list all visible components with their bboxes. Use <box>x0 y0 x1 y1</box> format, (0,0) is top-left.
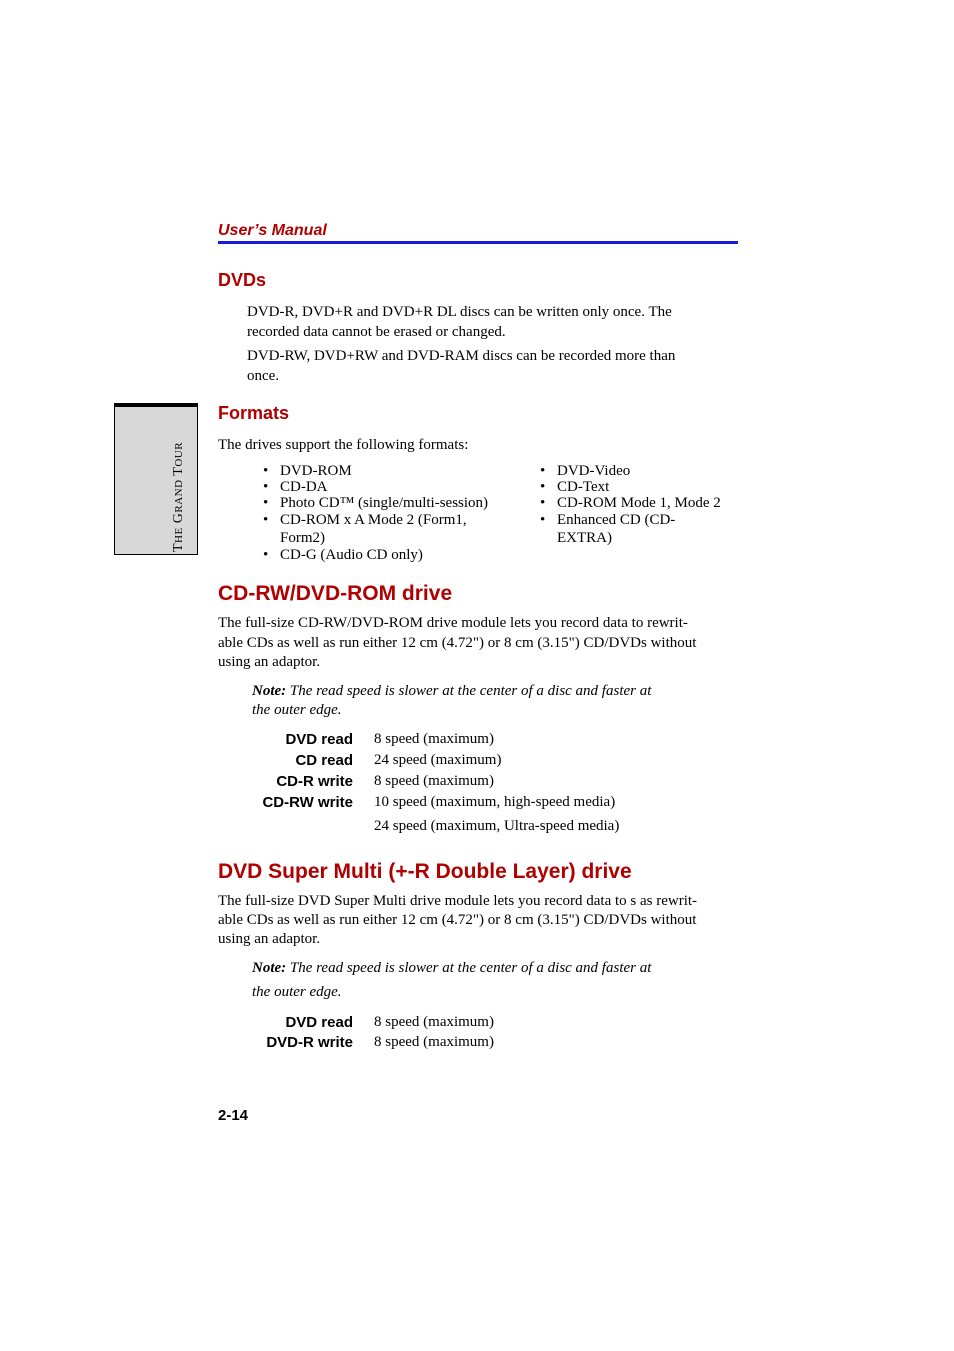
note-text: The read speed is slower at the center of a disc and faster at <box>286 683 652 699</box>
running-header: User’s Manual <box>218 222 327 239</box>
spec-label: CD-RW write <box>262 794 353 811</box>
section-heading-formats: Formats <box>218 403 290 423</box>
spec-label: DVD read <box>285 1014 353 1031</box>
format-item: • CD-G (Audio CD only) <box>263 547 513 563</box>
spec-value: 8 speed (maximum) <box>374 1034 494 1050</box>
formats-list-right <box>540 463 740 547</box>
spec-label: CD-R write <box>276 773 353 790</box>
spec-value: 10 speed (maximum, high-speed media) <box>374 794 616 810</box>
dvds-paragraph-1-line-2: recorded data cannot be erased or changed. <box>247 324 506 340</box>
formats-intro: The drives support the following formats: <box>218 437 469 453</box>
dvdsm-note <box>252 958 651 978</box>
spec-value: 8 speed (maximum) <box>374 773 494 789</box>
format-item: • DVD-ROM <box>263 463 513 479</box>
format-item: • DVD-Video <box>540 463 740 479</box>
cdrw-desc-line-2: able CDs as well as run either 12 cm (4.72") or 8 cm (3.15") CD/DVDs without <box>218 635 697 651</box>
section-heading-dvd-super-multi: DVD Super Multi (+-R Double Layer) drive <box>218 860 632 883</box>
dvdsm-note-line-2: the outer edge. <box>252 984 342 1000</box>
note-text: The read speed is slower at the center of a disc and faster at <box>286 960 652 976</box>
format-item: • CD-DA <box>263 479 513 495</box>
formats-list-left <box>263 463 513 563</box>
dvdsm-desc-line-3: using an adaptor. <box>218 931 321 947</box>
note-label: Note: <box>252 683 287 699</box>
format-item: • CD-Text <box>540 479 740 495</box>
spec-value: 24 speed (maximum) <box>374 752 502 768</box>
cdrw-note <box>252 681 651 701</box>
cdrw-note-line-2: the outer edge. <box>252 702 342 718</box>
dvds-paragraph-1-line-1: DVD-R, DVD+R and DVD+R DL discs can be written only once. The <box>247 304 672 320</box>
cdrw-desc-line-3: using an adaptor. <box>218 654 321 670</box>
dvdsm-desc-line-2: able CDs as well as run either 12 cm (4.72") or 8 cm (3.15") CD/DVDs without <box>218 912 697 928</box>
spec-value: 8 speed (maximum) <box>374 1014 494 1030</box>
spec-label: CD read <box>295 752 353 769</box>
spec-label: DVD read <box>285 731 353 748</box>
page-number: 2-14 <box>218 1107 249 1124</box>
spec-label: DVD-R write <box>266 1034 353 1051</box>
note-label: Note: <box>252 960 287 976</box>
format-item: • CD-ROM Mode 1, Mode 2 <box>540 495 740 511</box>
dvdsm-desc-line-1: The full-size DVD Super Multi drive module lets you record data to s as rewrit- <box>218 893 698 909</box>
section-heading-dvds: DVDs <box>218 270 267 290</box>
spec-value-extra: 24 speed (maximum, Ultra-speed media) <box>374 818 620 834</box>
dvds-paragraph-2-line-1: DVD-RW, DVD+RW and DVD-RAM discs can be recorded more than <box>247 348 676 364</box>
header-rule <box>218 241 738 244</box>
spec-value: 8 speed (maximum) <box>374 731 494 747</box>
chapter-tab-label: THE GRAND TOUR <box>171 441 186 552</box>
dvds-paragraph-2-line-2: once. <box>247 368 280 384</box>
section-heading-cdrw-dvdrom: CD-RW/DVD-ROM drive <box>218 582 453 605</box>
chapter-side-tab <box>114 403 198 555</box>
cdrw-desc-line-1: The full-size CD-RW/DVD-ROM drive module lets you record data to rewrit- <box>218 615 688 631</box>
format-item: • CD-ROM x A Mode 2 (Form1, Form2) <box>263 511 485 547</box>
format-item: • Enhanced CD (CD-EXTRA) <box>540 511 697 547</box>
format-item: • Photo CD™ (single/multi-session) <box>263 495 513 511</box>
